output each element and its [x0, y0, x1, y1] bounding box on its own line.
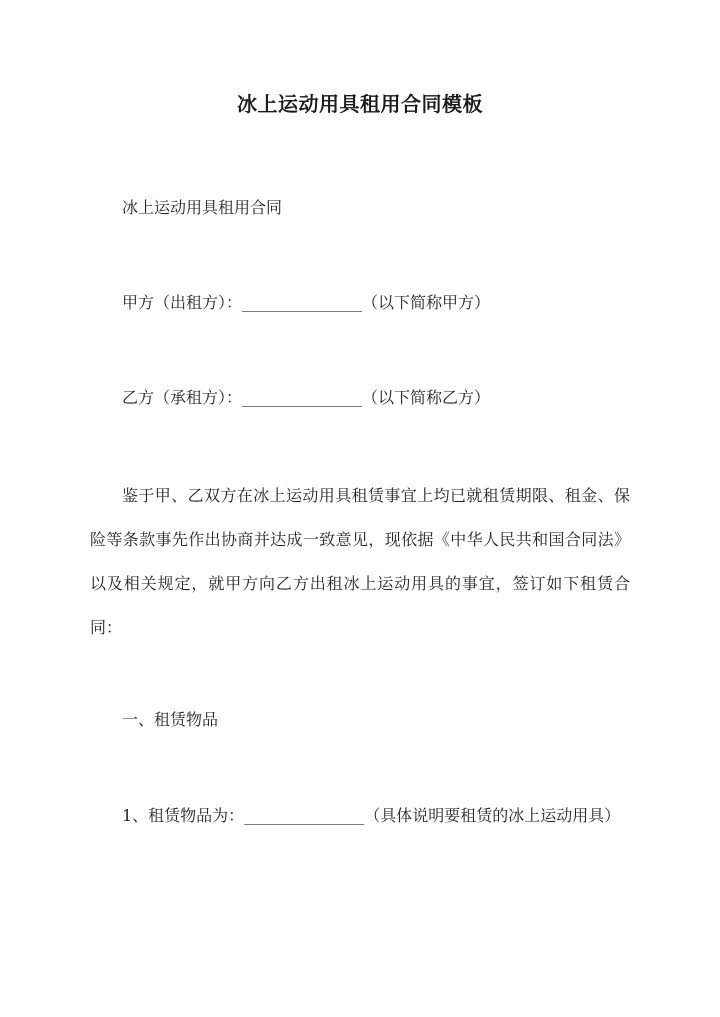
party-a-label: 甲方（出租方）：: [122, 293, 243, 312]
party-b-note: （以下简称乙方）: [362, 388, 491, 407]
document-title: 冰上运动用具租用合同模板: [237, 92, 483, 116]
preamble-paragraph: 鉴于甲、乙双方在冰上运动用具租赁事宜上均已就租赁期限、租金、保险等条款事先作出协商并达成一致意见，现依据《中华人民共和国合同法》以及相关规定，就甲方向乙方出租冰上运动用具的事宜，签订如下租赁合同：: [90, 486, 630, 637]
party-a-note: （以下简称甲方）: [362, 293, 491, 312]
section-1-item-1: [90, 794, 630, 838]
section-1-heading: 一、租赁物品: [122, 710, 219, 729]
party-b-blank: _______________: [242, 388, 363, 407]
contract-subtitle: 冰上运动用具租用合同: [122, 198, 283, 217]
item-1-label: 1、租赁物品为：: [122, 806, 245, 825]
party-b-line: [90, 388, 662, 408]
party-b-label: 乙方（承租方）：: [122, 388, 243, 407]
party-a-line: [90, 293, 662, 313]
item-1-note: （具体说明要租赁的冰上运动用具）: [364, 806, 621, 825]
party-a-blank: _______________: [242, 293, 363, 312]
item-1-blank: _______________: [244, 806, 365, 825]
